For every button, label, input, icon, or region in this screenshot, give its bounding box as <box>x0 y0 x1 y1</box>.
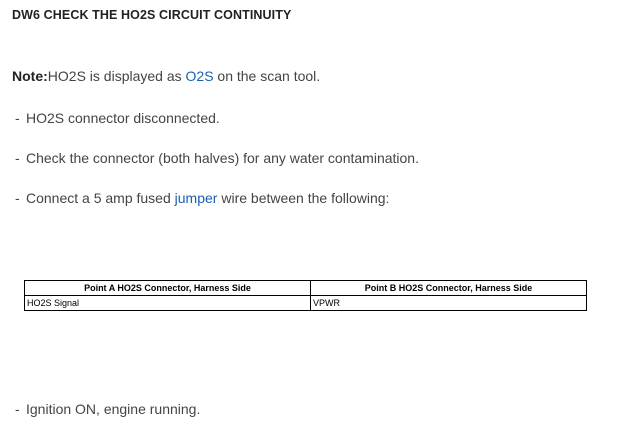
step-text: Ignition ON, engine running. <box>26 401 201 417</box>
o2s-link[interactable]: O2S <box>185 68 214 84</box>
step-dash: - <box>15 401 20 417</box>
step-item <box>15 190 389 206</box>
step-text: Check the connector (both halves) for any water contamination. <box>26 150 419 166</box>
step-item <box>15 401 200 417</box>
table-row <box>25 296 587 311</box>
column-header-point-a: Point A HO2S Connector, Harness Side <box>25 281 311 296</box>
note-label: Note: <box>12 68 48 84</box>
section-heading: DW6 CHECK THE HO2S CIRCUIT CONTINUITY <box>12 8 292 22</box>
table-cell-point-a: HO2S Signal <box>25 296 311 311</box>
column-header-point-b: Point B HO2S Connector, Harness Side <box>311 281 587 296</box>
table-cell-point-b: VPWR <box>313 298 340 308</box>
step-text-after: wire between the following: <box>217 190 390 206</box>
step-text: HO2S connector disconnected. <box>26 110 220 126</box>
note-text-before: HO2S is displayed as <box>47 68 186 84</box>
note-line <box>12 68 320 84</box>
step-text-before: Connect a 5 amp fused <box>26 190 175 206</box>
step-dash: - <box>15 190 20 206</box>
step-dash: - <box>15 150 20 166</box>
step-item <box>15 150 419 166</box>
table-header-row <box>25 281 587 296</box>
connection-table <box>24 280 587 311</box>
step-item <box>15 110 220 126</box>
note-text-after: on the scan tool. <box>213 68 321 84</box>
jumper-link[interactable]: jumper <box>174 190 218 206</box>
step-dash: - <box>15 110 20 126</box>
